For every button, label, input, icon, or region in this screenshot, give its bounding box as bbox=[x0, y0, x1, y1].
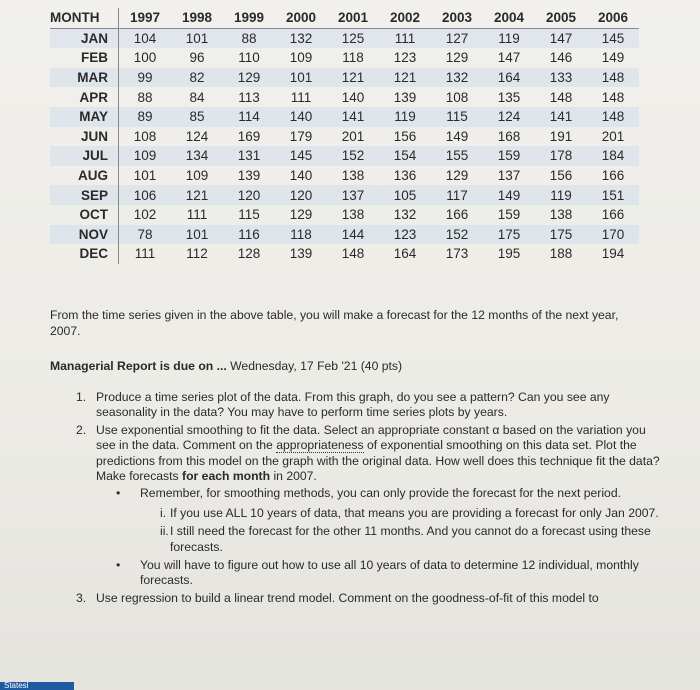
task-text: Produce a time series plot of the data. From this graph, do you see a pattern? Can you see any seasonality in the data? You may have to perform time series plots by years. bbox=[96, 390, 610, 420]
task-item-1 bbox=[50, 390, 660, 421]
table-cell: 88 bbox=[241, 30, 257, 46]
table-cell: 118 bbox=[342, 50, 364, 66]
table-cell: 120 bbox=[237, 187, 261, 203]
table-cell: 149 bbox=[445, 128, 469, 144]
table-cell: 119 bbox=[394, 109, 416, 125]
table-cell: 102 bbox=[119, 205, 172, 225]
table-cell: 140 bbox=[289, 109, 313, 125]
task-text-underlined: appropriateness bbox=[276, 438, 364, 453]
table-cell: 135 bbox=[497, 89, 521, 105]
table-row bbox=[50, 68, 639, 88]
table-cell: 101 bbox=[185, 30, 209, 46]
table-cell: 132 bbox=[393, 207, 417, 223]
task-number: 2. bbox=[76, 422, 87, 437]
table-cell: 139 bbox=[289, 246, 313, 262]
month-label: DEC bbox=[79, 246, 108, 262]
table-cell: 88 bbox=[119, 87, 172, 107]
table-cell: 145 bbox=[289, 148, 313, 164]
table-cell: 164 bbox=[393, 246, 417, 262]
table-cell: 152 bbox=[341, 148, 365, 164]
table-cell: 131 bbox=[237, 148, 261, 164]
table-cell: 101 bbox=[185, 226, 209, 242]
table-cell: 149 bbox=[497, 187, 521, 203]
table-cell: 146 bbox=[549, 50, 573, 66]
table-cell: 124 bbox=[185, 128, 209, 144]
month-label: SEP bbox=[80, 187, 108, 203]
intro-paragraph: From the time series given in the above table, you will make a forecast for the 12 months of the next year, 2007. bbox=[50, 308, 619, 338]
roman-item bbox=[140, 524, 660, 555]
table-cell: 109 bbox=[289, 50, 313, 66]
table-cell: 121 bbox=[393, 70, 417, 86]
table-cell: 111 bbox=[119, 244, 172, 264]
table-cell: 156 bbox=[549, 168, 573, 184]
table-cell: 151 bbox=[601, 187, 625, 203]
table-cell: 129 bbox=[445, 168, 469, 184]
table-cell: 152 bbox=[445, 226, 469, 242]
month-label: MAY bbox=[79, 109, 108, 125]
table-header-row bbox=[50, 8, 639, 28]
table-cell: 112 bbox=[186, 246, 208, 262]
table-cell: 128 bbox=[237, 246, 261, 262]
task-item-3 bbox=[50, 591, 660, 606]
table-cell: 104 bbox=[119, 28, 172, 48]
table-cell: 191 bbox=[549, 128, 573, 144]
table-row bbox=[50, 205, 639, 225]
table-cell: 106 bbox=[119, 185, 172, 205]
table-cell: 124 bbox=[497, 109, 521, 125]
table-cell: 117 bbox=[446, 187, 468, 203]
table-cell: 114 bbox=[238, 109, 260, 125]
roman-text: I still need the forecast for the other 11 months. And you cannot do a forecast using these forecasts. bbox=[170, 524, 651, 554]
table-row bbox=[50, 28, 639, 48]
table-cell: 123 bbox=[393, 50, 417, 66]
month-label: OCT bbox=[79, 207, 108, 223]
task-text-part: in 2007. bbox=[270, 469, 317, 484]
task-text-part: Use exponential smoothing to fit the data. Select an appropriate constant α based on the variation you see in the data. Comment on the bbox=[96, 422, 646, 453]
table-cell: 141 bbox=[549, 109, 573, 125]
table-cell: 148 bbox=[601, 70, 625, 86]
table-cell: 137 bbox=[341, 187, 365, 203]
table-body bbox=[50, 28, 639, 264]
table-cell: 78 bbox=[119, 225, 172, 245]
table-cell: 178 bbox=[549, 148, 573, 164]
table-row bbox=[50, 244, 639, 264]
table-cell: 110 bbox=[238, 50, 260, 66]
table-row bbox=[50, 225, 639, 245]
table-cell: 175 bbox=[549, 226, 573, 242]
table-cell: 113 bbox=[238, 89, 260, 105]
table-cell: 134 bbox=[185, 148, 209, 164]
table-cell: 101 bbox=[119, 166, 172, 186]
table-cell: 121 bbox=[185, 187, 209, 203]
table-cell: 109 bbox=[185, 168, 209, 184]
report-title: Managerial Report is due on ... bbox=[50, 359, 231, 373]
table-cell: 111 bbox=[290, 89, 312, 105]
table-cell: 166 bbox=[601, 168, 625, 184]
table-cell: 140 bbox=[289, 168, 313, 184]
table-cell: 85 bbox=[189, 109, 205, 125]
table-row bbox=[50, 87, 639, 107]
table-cell: 129 bbox=[445, 50, 469, 66]
table-cell: 148 bbox=[549, 89, 573, 105]
table-cell: 138 bbox=[341, 207, 365, 223]
table-cell: 118 bbox=[290, 226, 312, 242]
table-cell: 84 bbox=[189, 89, 205, 105]
table-cell: 100 bbox=[119, 48, 172, 68]
table-cell: 148 bbox=[341, 246, 365, 262]
sales-data-table bbox=[50, 8, 639, 264]
roman-item bbox=[140, 506, 660, 521]
table-row bbox=[50, 166, 639, 186]
task-text-part: of exponential smoothing on this data set. Plot the predictions from this model on the graph with the original data. How well does this technique fit the data? Make forecasts bbox=[96, 438, 660, 484]
table-cell: 127 bbox=[445, 30, 469, 46]
month-label: MAR bbox=[77, 70, 108, 86]
table-cell: 201 bbox=[601, 128, 625, 144]
header-year: 2004 bbox=[483, 8, 535, 28]
table-cell: 99 bbox=[119, 68, 172, 88]
roman-list bbox=[140, 506, 660, 555]
table-cell: 147 bbox=[497, 50, 521, 66]
task-item-2 bbox=[50, 423, 660, 589]
bullet-text: Remember, for smoothing methods, you can only provide the forecast for the next period. bbox=[140, 486, 621, 501]
table-cell: 111 bbox=[186, 207, 208, 223]
table-cell: 120 bbox=[289, 187, 313, 203]
roman-number: i. bbox=[160, 505, 167, 520]
table-cell: 136 bbox=[393, 168, 417, 184]
table-cell: 101 bbox=[289, 70, 313, 86]
month-label: JAN bbox=[80, 30, 108, 46]
header-year: 2005 bbox=[535, 8, 587, 28]
table-cell: 188 bbox=[549, 246, 573, 262]
bullet-icon: • bbox=[116, 486, 121, 501]
header-year: 1999 bbox=[223, 8, 275, 28]
table-row bbox=[50, 107, 639, 127]
table-cell: 115 bbox=[238, 207, 260, 223]
table-row bbox=[50, 127, 639, 147]
table-cell: 179 bbox=[289, 128, 313, 144]
bullet-item bbox=[96, 486, 660, 555]
table-cell: 138 bbox=[341, 168, 365, 184]
table-cell: 144 bbox=[341, 226, 365, 242]
report-heading bbox=[50, 359, 650, 375]
header-year: 2002 bbox=[379, 8, 431, 28]
table-cell: 166 bbox=[601, 207, 625, 223]
table-cell: 194 bbox=[601, 246, 625, 262]
bullet-list bbox=[96, 486, 660, 588]
report-due-date: Wednesday, 17 Feb '21 (40 pts) bbox=[230, 359, 403, 373]
table-cell: 141 bbox=[341, 109, 365, 125]
task-number: 1. bbox=[76, 390, 87, 404]
table-cell: 147 bbox=[549, 30, 573, 46]
task-list bbox=[50, 390, 660, 608]
table-cell: 137 bbox=[497, 168, 521, 184]
header-year: 2003 bbox=[431, 8, 483, 28]
table-cell: 108 bbox=[445, 89, 469, 105]
table-cell: 108 bbox=[119, 127, 172, 147]
table-cell: 148 bbox=[601, 89, 625, 105]
table-cell: 170 bbox=[601, 226, 625, 242]
table-cell: 195 bbox=[497, 246, 521, 262]
table-row bbox=[50, 48, 639, 68]
table-cell: 148 bbox=[601, 109, 625, 125]
roman-text: If you use ALL 10 years of data, that means you are providing a forecast for only Jan 2007. bbox=[170, 505, 659, 520]
table-cell: 125 bbox=[341, 30, 365, 46]
month-label: APR bbox=[79, 89, 108, 105]
bullet-text: You will have to figure out how to use all 10 years of data to determine 12 individual, monthly forecasts. bbox=[140, 558, 639, 588]
table-cell: 89 bbox=[119, 107, 172, 127]
table-cell: 139 bbox=[237, 168, 261, 184]
task-text-bold: for each month bbox=[182, 469, 271, 484]
table-cell: 119 bbox=[498, 30, 520, 46]
table-cell: 175 bbox=[497, 226, 521, 242]
table-cell: 184 bbox=[601, 148, 625, 164]
table-cell: 156 bbox=[393, 128, 417, 144]
table-cell: 145 bbox=[601, 30, 625, 46]
table-cell: 139 bbox=[393, 89, 417, 105]
table-cell: 116 bbox=[238, 226, 260, 242]
table-cell: 109 bbox=[119, 146, 172, 166]
table-cell: 201 bbox=[341, 128, 365, 144]
header-month: MONTH bbox=[50, 8, 119, 28]
table-cell: 82 bbox=[189, 70, 205, 86]
table-cell: 155 bbox=[445, 148, 469, 164]
table-cell: 159 bbox=[497, 207, 521, 223]
table-cell: 168 bbox=[497, 128, 521, 144]
header-year: 2006 bbox=[587, 8, 639, 28]
table-cell: 96 bbox=[189, 50, 205, 66]
table-cell: 132 bbox=[445, 70, 469, 86]
table-cell: 169 bbox=[237, 128, 261, 144]
table-cell: 159 bbox=[497, 148, 521, 164]
table-cell: 119 bbox=[550, 187, 572, 203]
table-cell: 149 bbox=[601, 50, 625, 66]
month-label: FEB bbox=[81, 50, 108, 66]
table-cell: 129 bbox=[289, 207, 313, 223]
table-cell: 140 bbox=[341, 89, 365, 105]
table-cell: 123 bbox=[393, 226, 417, 242]
bullet-item bbox=[96, 558, 660, 589]
table-cell: 115 bbox=[446, 109, 468, 125]
table-cell: 154 bbox=[393, 148, 417, 164]
header-year: 2000 bbox=[275, 8, 327, 28]
table-cell: 121 bbox=[341, 70, 365, 86]
header-year: 2001 bbox=[327, 8, 379, 28]
month-label: JUN bbox=[80, 128, 108, 144]
roman-number: ii. bbox=[160, 524, 169, 539]
table-cell: 173 bbox=[445, 246, 469, 262]
month-label: JUL bbox=[82, 148, 108, 164]
header-year: 1998 bbox=[171, 8, 223, 28]
table-cell: 164 bbox=[497, 70, 521, 86]
table-cell: 138 bbox=[549, 207, 573, 223]
table-cell: 132 bbox=[289, 30, 313, 46]
table-cell: 129 bbox=[237, 70, 261, 86]
month-label: AUG bbox=[78, 168, 108, 184]
task-text bbox=[96, 423, 660, 483]
month-label: NOV bbox=[78, 226, 108, 242]
table-row bbox=[50, 185, 639, 205]
task-text: Use regression to build a linear trend model. Comment on the goodness-of-fit of this model to bbox=[96, 590, 599, 605]
status-bar: Statesl bbox=[0, 682, 74, 690]
header-year: 1997 bbox=[119, 8, 172, 28]
table-cell: 105 bbox=[393, 187, 417, 203]
table-cell: 133 bbox=[549, 70, 573, 86]
task-number: 3. bbox=[76, 590, 87, 605]
table-cell: 111 bbox=[394, 30, 416, 46]
bullet-icon: • bbox=[116, 558, 121, 573]
table-row bbox=[50, 146, 639, 166]
table-cell: 166 bbox=[445, 207, 469, 223]
